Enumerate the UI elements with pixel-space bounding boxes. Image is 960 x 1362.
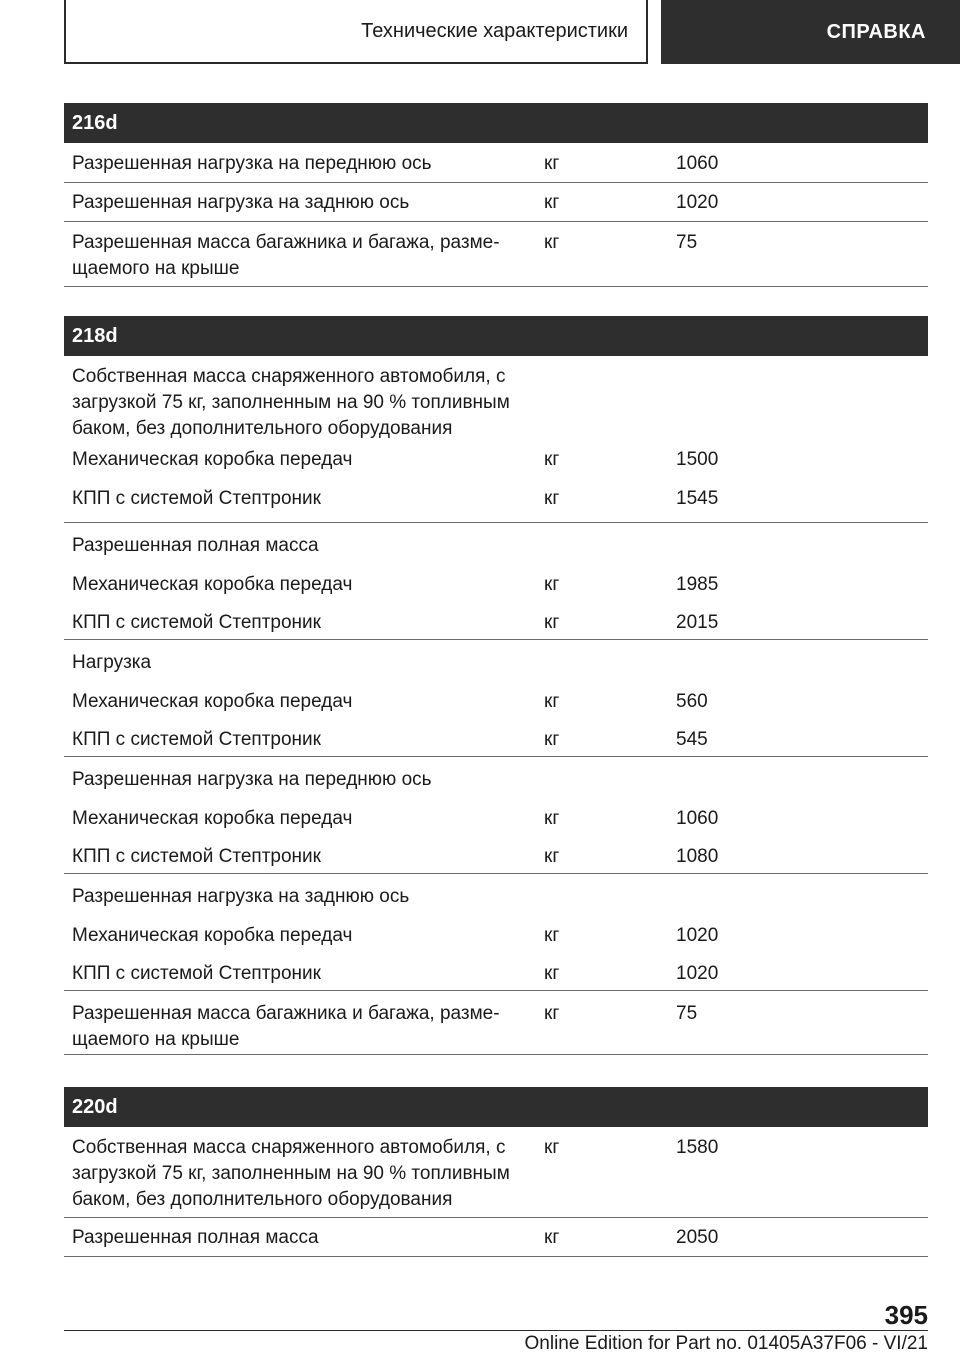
table-row	[64, 640, 928, 680]
row-label: Механическая коробка передач	[72, 574, 353, 595]
table-row	[64, 757, 928, 797]
row-label: Разрешенная масса багажника и багажа, разме- щаемого на крыше	[72, 232, 500, 279]
header-section-title	[64, 0, 648, 64]
row-value: 75	[676, 232, 698, 253]
row-unit: кг	[544, 691, 560, 712]
table-row	[64, 143, 928, 183]
table-header	[64, 103, 928, 143]
row-unit: кг	[544, 963, 560, 984]
table-row	[64, 836, 928, 874]
row-value	[666, 364, 928, 447]
row-value: 1060	[676, 153, 719, 174]
row-label: Разрешенная полная масса	[72, 1227, 319, 1248]
section-title-text: Технические характеристики	[361, 19, 628, 42]
spec-table-218d	[64, 316, 928, 1055]
row-label: Механическая коробка передач	[72, 449, 353, 470]
row-unit	[534, 533, 666, 563]
row-value: 1080	[676, 846, 719, 867]
table-row	[64, 874, 928, 914]
row-value: 2050	[676, 1227, 719, 1248]
row-unit: кг	[544, 1003, 560, 1024]
table-row	[64, 953, 928, 991]
edition-text: Online Edition for Part no. 01405A37F06 - VI/21	[524, 1333, 928, 1354]
table-title: 218d	[72, 324, 118, 347]
spec-table-220d	[64, 1087, 928, 1257]
row-label: Собственная масса снаряженного автомобиля, с загрузкой 75 кг, заполненным на 90 % топливным баком, без дополнительного оборудования	[72, 366, 510, 439]
row-unit: кг	[544, 1227, 560, 1248]
row-value: 560	[676, 691, 708, 712]
row-unit: кг	[544, 808, 560, 829]
row-label: КПП с системой Стептроник	[72, 729, 321, 750]
row-unit: кг	[544, 1137, 560, 1158]
table-title: 220d	[72, 1095, 118, 1118]
row-unit: кг	[544, 846, 560, 867]
row-unit	[534, 767, 666, 797]
row-label: Механическая коробка передач	[72, 808, 353, 829]
row-unit: кг	[544, 153, 560, 174]
table-row	[64, 563, 928, 602]
row-label: Разрешенная нагрузка на переднюю ось	[72, 769, 432, 790]
row-unit: кг	[544, 729, 560, 750]
footer-divider	[64, 1330, 928, 1331]
row-label: Разрешенная полная масса	[72, 535, 319, 556]
row-value: 1020	[676, 963, 719, 984]
row-value	[666, 650, 928, 680]
table-row	[64, 486, 928, 523]
header-tab[interactable]	[661, 0, 960, 64]
row-value: 2015	[676, 612, 719, 633]
row-value	[666, 767, 928, 797]
table-row	[64, 914, 928, 953]
row-value: 1500	[676, 449, 719, 470]
row-label: КПП с системой Стептроник	[72, 963, 321, 984]
table-row	[64, 1218, 928, 1257]
table-title: 216d	[72, 111, 118, 134]
table-row	[64, 222, 928, 287]
row-unit: кг	[544, 192, 560, 213]
spec-table-216d	[64, 103, 928, 287]
row-value: 1020	[676, 192, 719, 213]
table-row	[64, 991, 928, 1055]
row-label: КПП с системой Стептроник	[72, 488, 321, 509]
row-value: 1060	[676, 808, 719, 829]
table-row	[64, 447, 928, 486]
row-value: 75	[676, 1003, 698, 1024]
row-value: 1985	[676, 574, 719, 595]
row-unit	[534, 364, 666, 447]
table-row	[64, 1127, 928, 1218]
row-label: Разрешенная нагрузка на заднюю ось	[72, 192, 410, 213]
table-row	[64, 797, 928, 836]
row-value: 1580	[676, 1137, 719, 1158]
table-row	[64, 680, 928, 719]
row-label: Разрешенная нагрузка на заднюю ось	[72, 886, 410, 907]
row-label: КПП с системой Стептроник	[72, 612, 321, 633]
row-value: 545	[676, 729, 708, 750]
row-label: Разрешенная нагрузка на переднюю ось	[72, 153, 432, 174]
row-label: Собственная масса снаряженного автомобиля, с загрузкой 75 кг, заполненным на 90 % топливным баком, без дополнительного оборудования	[72, 1137, 510, 1210]
tab-label: СПРАВКА	[826, 20, 926, 43]
table-row	[64, 602, 928, 640]
row-unit: кг	[544, 574, 560, 595]
table-header	[64, 1087, 928, 1127]
row-value: 1545	[676, 488, 719, 509]
table-row	[64, 719, 928, 757]
row-value	[666, 533, 928, 563]
row-value: 1020	[676, 925, 719, 946]
row-unit: кг	[544, 232, 560, 253]
table-row	[64, 356, 928, 447]
row-unit: кг	[544, 612, 560, 633]
row-unit	[534, 884, 666, 914]
row-label: Механическая коробка передач	[72, 925, 353, 946]
row-label: Разрешенная масса багажника и багажа, разме- щаемого на крыше	[72, 1003, 500, 1050]
page-number: 395	[884, 1300, 928, 1330]
row-label: КПП с системой Стептроник	[72, 846, 321, 867]
row-label: Нагрузка	[72, 652, 152, 673]
row-label: Механическая коробка передач	[72, 691, 353, 712]
table-row	[64, 183, 928, 222]
row-value	[666, 884, 928, 914]
row-unit: кг	[544, 488, 560, 509]
row-unit: кг	[544, 925, 560, 946]
table-row	[64, 523, 928, 563]
table-header	[64, 316, 928, 356]
row-unit: кг	[544, 449, 560, 470]
row-unit	[534, 650, 666, 680]
